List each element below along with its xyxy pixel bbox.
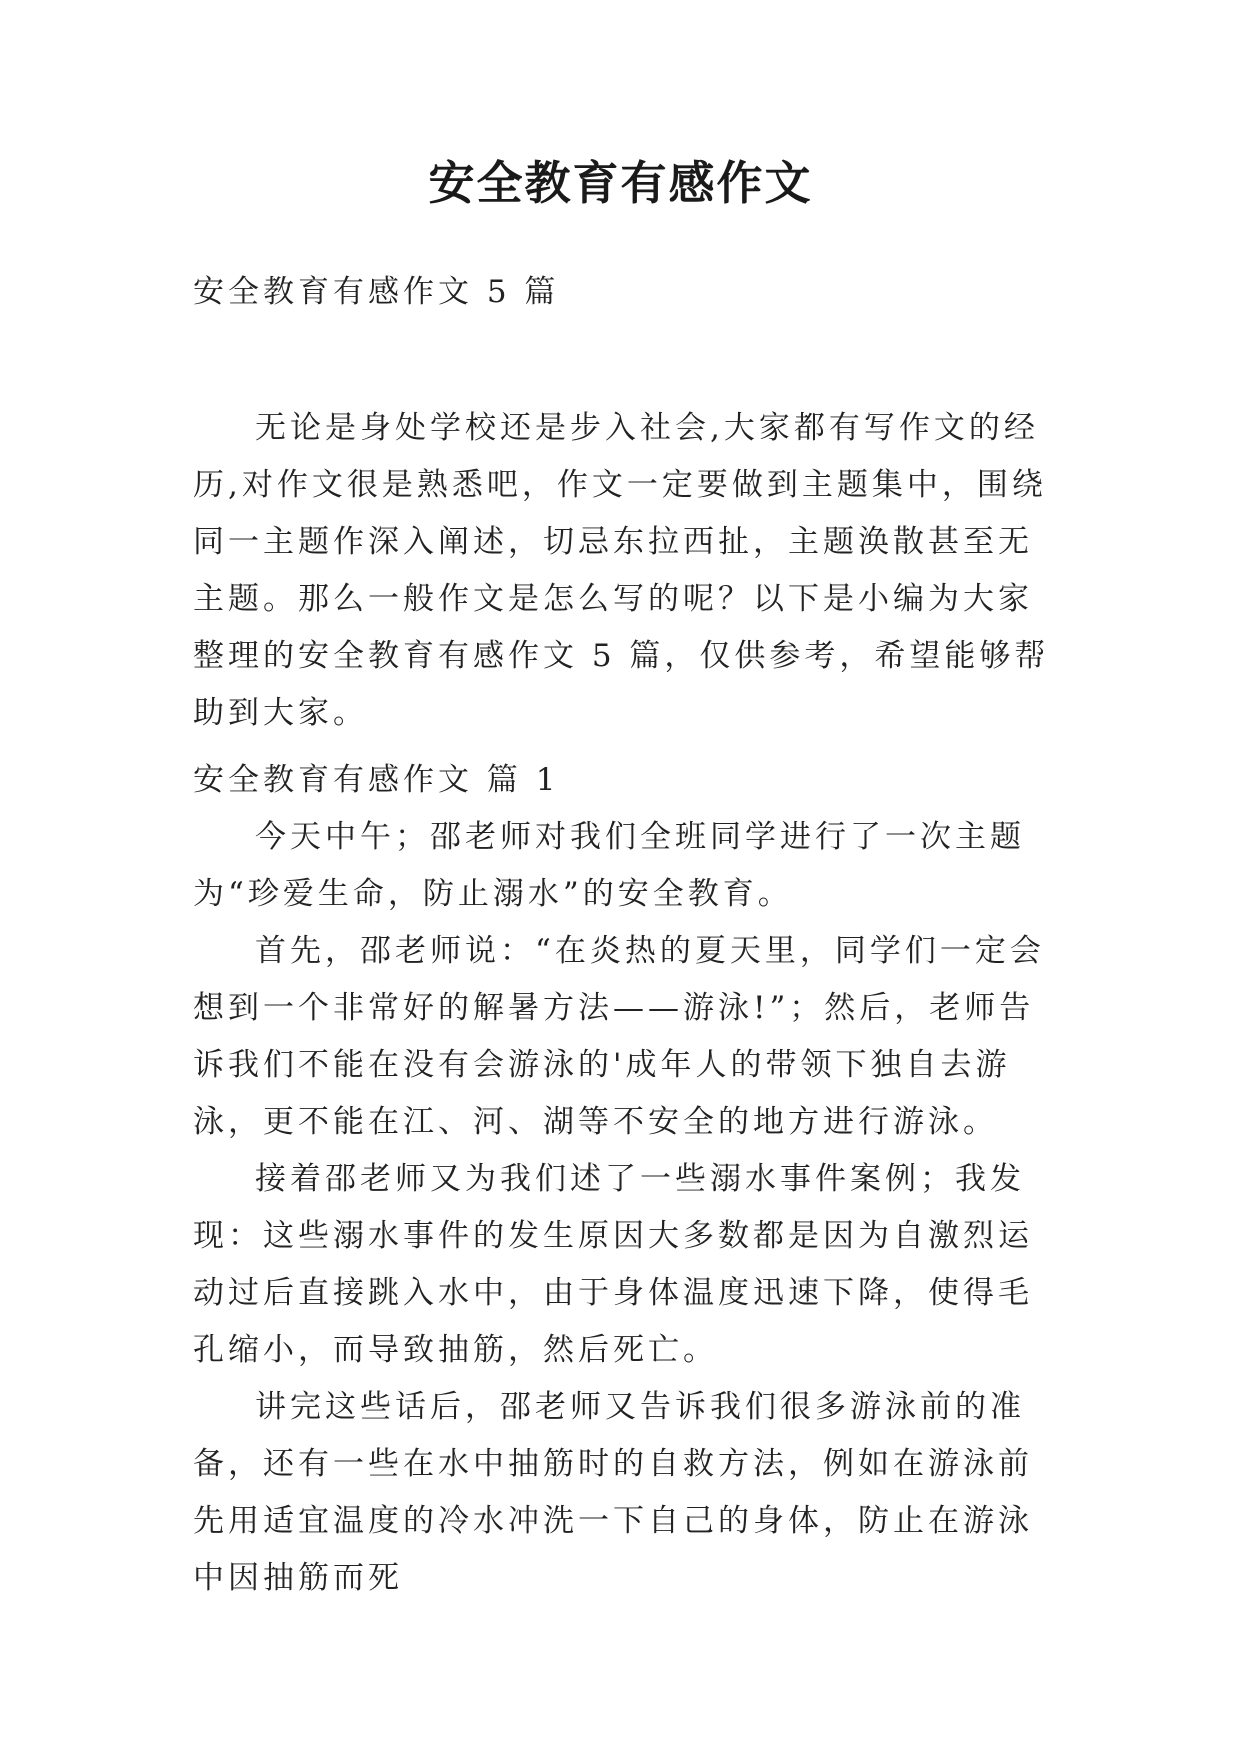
paragraph-3: 接着邵老师又为我们述了一些溺水事件案例；我发现：这些溺水事件的发生原因大多数都是因为自激烈运动过后直接跳入水中，由于身体温度迅速下降，使得毛孔缩小，而导致抽筋，然后死亡。 — [193, 1161, 1033, 1368]
paragraph-4: 讲完这些话后，邵老师又告诉我们很多游泳前的准备，还有一些在水中抽筋时的自救方法，例如在游泳前先用适宜温度的冷水冲洗一下自己的身体，防止在游泳中因抽筋而死 — [193, 1389, 1033, 1596]
paragraph-2: 首先，邵老师说：“在炎热的夏天里，同学们一定会想到一个非常好的解暑方法——游泳!”；然后，老师告诉我们不能在没有会游泳的'成年人的带领下独自去游泳，更不能在江、河、湖等不安全的地方进行游泳。 — [193, 933, 1045, 1140]
intro-paragraph: 无论是身处学校还是步入社会,大家都有写作文的经历,对作文很是熟悉吧，作文一定要做到主题集中，围绕同一主题作深入阐述，切忌东拉西扯，主题涣散甚至无主题。那么一般作文是怎么写的呢？以下是小编为大家整理的安全教育有感作文 5 篇，仅供参考，希望能够帮助到大家。 — [193, 410, 1050, 731]
intro-section — [193, 400, 1063, 742]
document-title: 安全教育有感作文 — [428, 156, 813, 210]
section-heading: 安全教育有感作文 篇 1 — [193, 762, 560, 798]
essay-section-1 — [193, 752, 1063, 1607]
document-subtitle: 安全教育有感作文 5 篇 — [193, 274, 560, 310]
paragraph-1: 今天中午；邵老师对我们全班同学进行了一次主题为“珍爱生命，防止溺水”的安全教育。 — [193, 819, 1025, 912]
